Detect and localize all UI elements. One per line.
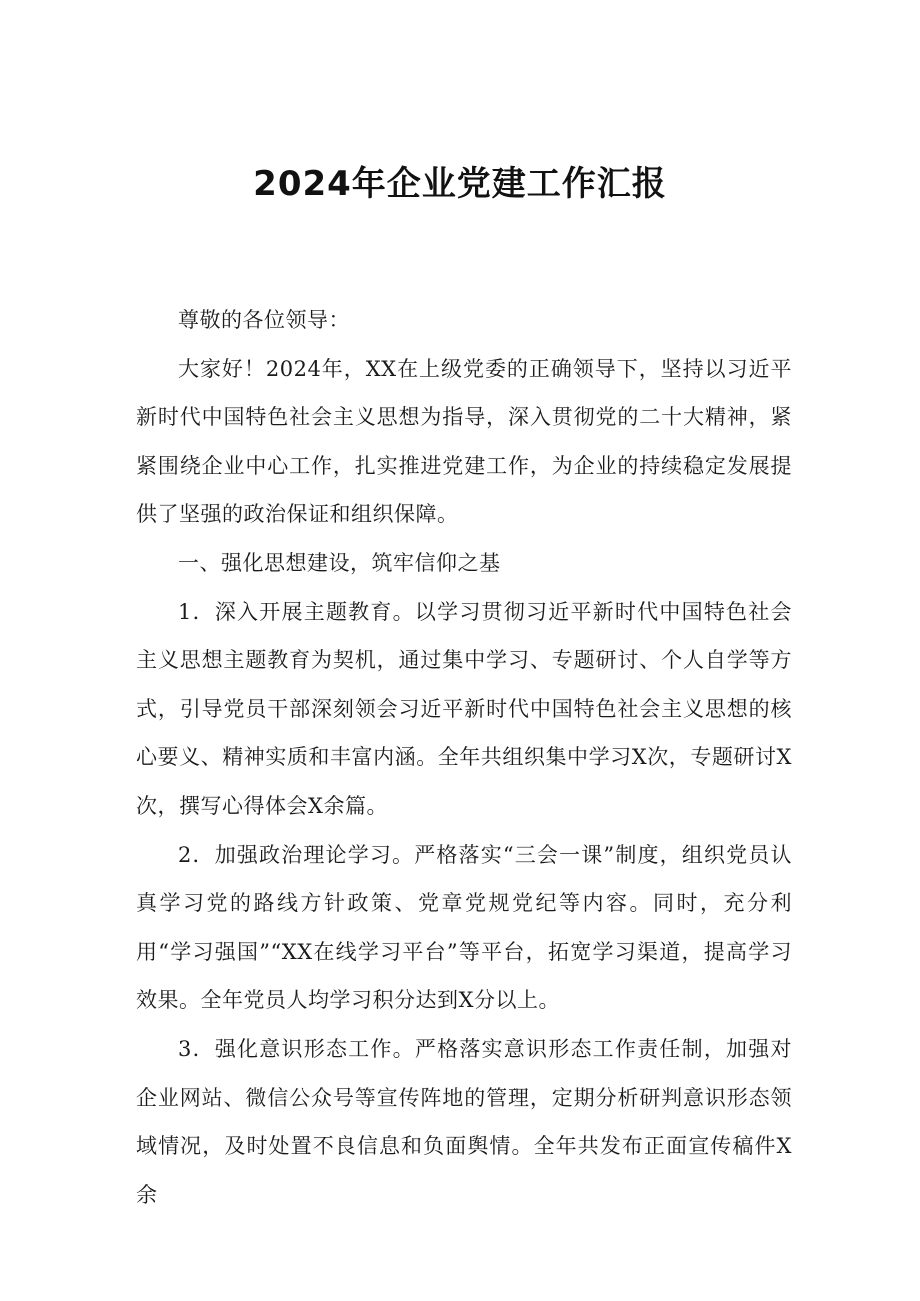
paragraph-item-3: 3．强化意识形态工作。严格落实意识形态工作责任制，加强对企业网站、微信公众号等宣传阵地的管理，定期分析研判意识形态领域情况，及时处置不良信息和负面舆情。全年共发布正面宣传稿件X余 xyxy=(136,1036,792,1207)
salutation: 尊敬的各位领导： xyxy=(178,308,350,332)
document-title: 2024年企业党建工作汇报 xyxy=(253,164,667,204)
section-heading-1: 一、强化思想建设，筑牢信仰之基 xyxy=(178,550,501,575)
paragraph-item-2: 2．加强政治理论学习。严格落实“三会一课”制度，组织党员认真学习党的路线方针政策、党章党规党纪等内容。同时，充分利用“学习强国”“XX在线学习平台”等平台，拓宽学习渠道，提高学习效果。全年党员人均学习积分达到X分以上。 xyxy=(136,842,792,1013)
paragraph-item-1: 1．深入开展主题教育。以学习贯彻习近平新时代中国特色社会主义思想主题教育为契机，通过集中学习、专题研讨、个人自学等方式，引导党员干部深刻领会习近平新时代中国特色社会主义思想的核心要义、精神实质和丰富内涵。全年共组织集中学习X次，专题研讨X次，撰写心得体会X余篇。 xyxy=(136,599,792,818)
document-body xyxy=(136,296,792,1219)
paragraph-intro: 大家好！2024年，XX在上级党委的正确领导下，坚持以习近平新时代中国特色社会主义思想为指导，深入贯彻党的二十大精神，紧紧围绕企业中心工作，扎实推进党建工作，为企业的持续稳定发展提供了坚强的政治保证和组织保障。 xyxy=(136,356,792,527)
